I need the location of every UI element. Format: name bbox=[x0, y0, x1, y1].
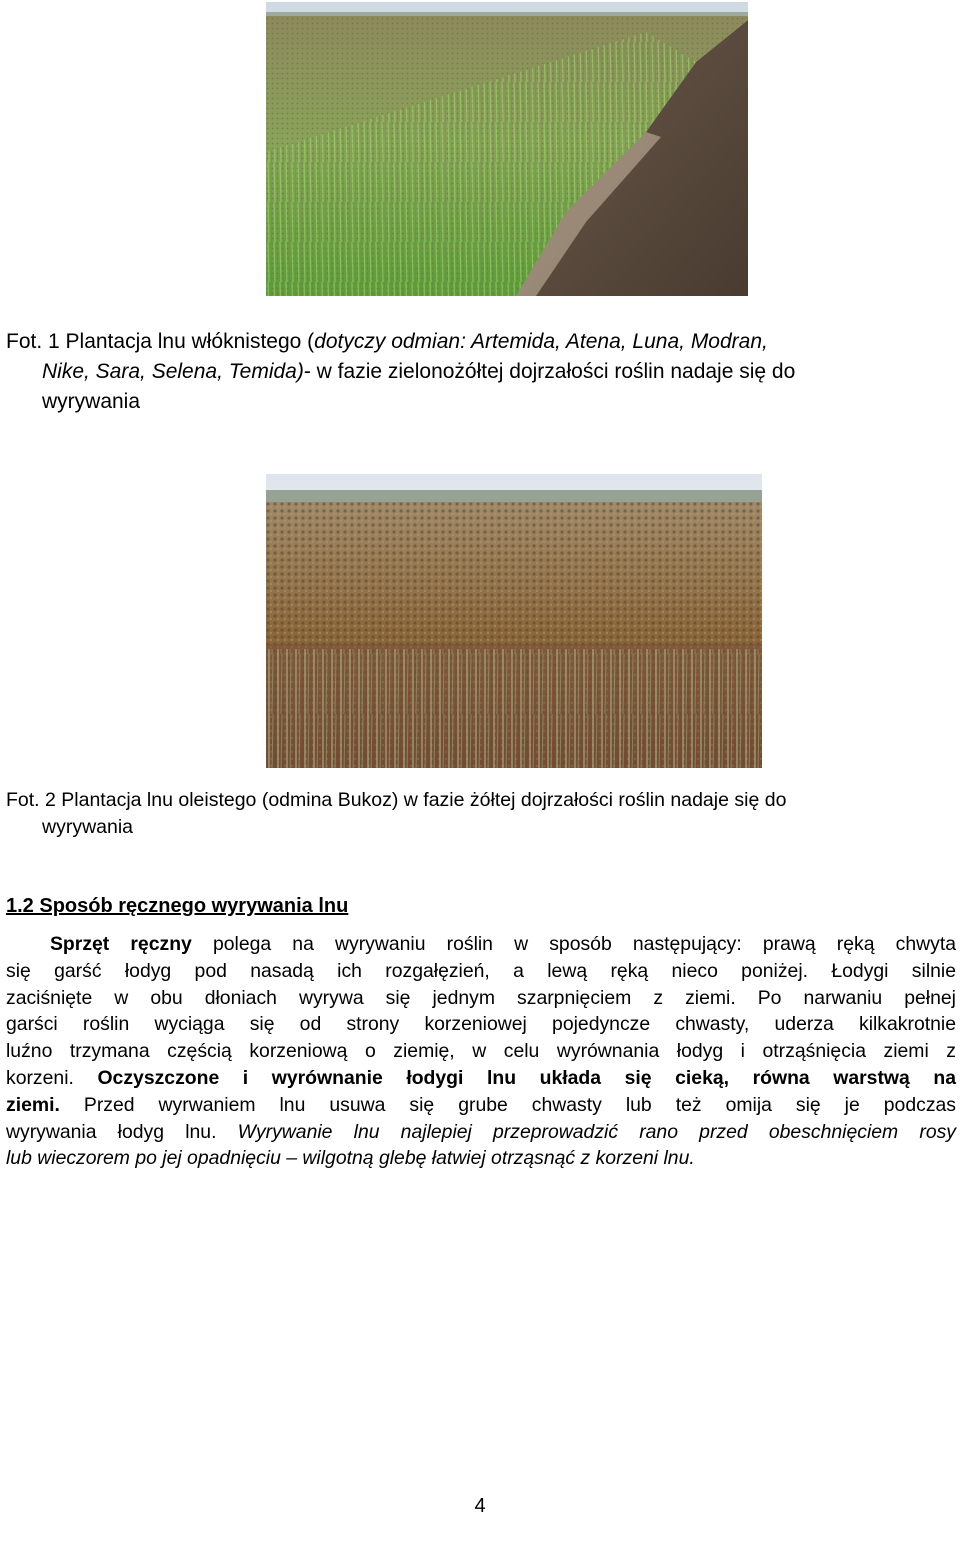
body-line: garści roślin wyciąga się od strony korzeniowej pojedyncze chwasty, uderza kilkakrotnie bbox=[6, 1013, 956, 1036]
section-heading: 1.2 Sposób ręcznego wyrywania lnu bbox=[6, 895, 349, 917]
caption-1-phase: - w fazie zielonożółtej dojrzałości roślin nadaje się do bbox=[303, 360, 796, 383]
caption-1-prefix: Fot. 1 Plantacja lnu włóknistego ( bbox=[6, 330, 315, 353]
body-line: polega na wyrywaniu roślin w sposób następujący: prawą ręką chwyta bbox=[191, 933, 956, 955]
body-line: wyrywania łodyg lnu. bbox=[6, 1120, 238, 1143]
body-line: luźno trzymana częścią korzeniową o ziemię, w celu wyrównania łodyg i otrząśnięcia ziemi z bbox=[6, 1040, 956, 1063]
body-italic-advice: Wyrywanie lnu najlepiej przeprowadzić rano przed obeschnięciem rosy bbox=[237, 1120, 956, 1143]
caption-2-line: Fot. 2 Plantacja lnu oleistego (odmina Bukoz) w fazie żółtej dojrzałości roślin nadaje się do bbox=[6, 789, 787, 811]
photo-fibre-flax-plantation bbox=[266, 2, 748, 296]
caption-1-varieties: dotyczy odmian: Artemida, Atena, Luna, Modran, bbox=[314, 330, 768, 353]
body-paragraph bbox=[6, 931, 956, 1172]
term-manual-tools: Sprzęt ręczny bbox=[50, 933, 192, 955]
body-italic-advice-end: lub wieczorem po jej opadnięciu – wilgotną glebę łatwiej otrząsnąć z korzeni lnu. bbox=[6, 1147, 695, 1170]
caption-1-end: wyrywania bbox=[42, 390, 141, 413]
body-line: zaciśnięte w obu dłoniach wyrywa się jednym szarpnięciem z ziemi. Po narwaniu pełnej bbox=[6, 986, 956, 1009]
photo-1-caption bbox=[6, 327, 956, 417]
body-bold-statement-end: ziemi. bbox=[6, 1093, 60, 1116]
caption-1-varieties-cont: Nike, Sara, Selena, Temida) bbox=[42, 360, 304, 383]
body-line: korzeni. bbox=[6, 1066, 98, 1089]
caption-2-end: wyrywania bbox=[42, 816, 134, 838]
page-number: 4 bbox=[474, 1495, 486, 1517]
photo-2-caption bbox=[6, 787, 956, 841]
photo-oil-flax-plantation bbox=[266, 474, 762, 768]
body-line: Przed wyrwaniem lnu usuwa się grube chwasty lub też omija się je podczas bbox=[59, 1093, 956, 1116]
body-line: się garść łodyg pod nasadą ich rozgałęzień, a lewą ręką nieco poniżej. Łodygi silnie bbox=[6, 959, 956, 982]
body-bold-statement: Oczyszczone i wyrównanie łodygi lnu układa się cieką, równa warstwą na bbox=[97, 1066, 956, 1089]
